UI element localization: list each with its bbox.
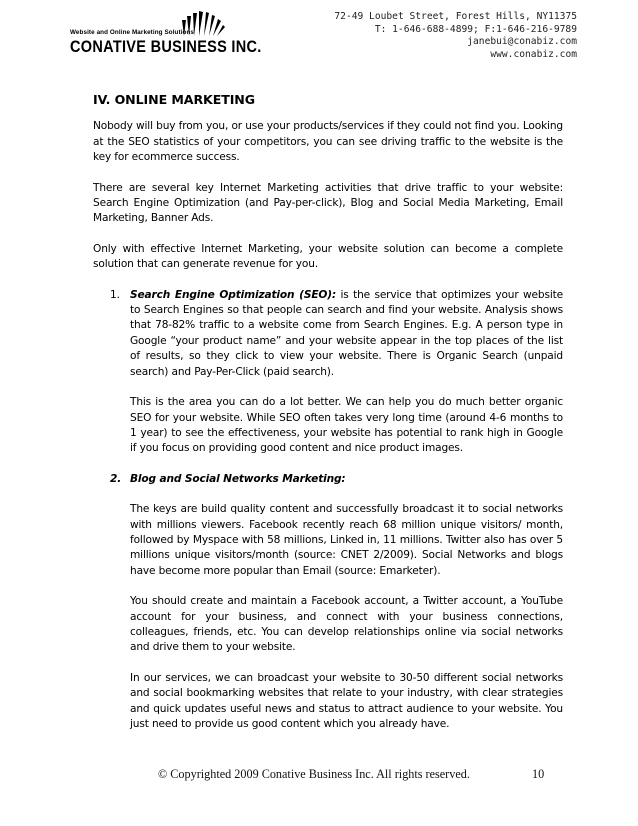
copyright-notice: © Copyrighted 2009 Conative Business Inc. All rights reserved. — [158, 767, 470, 781]
list-item-paragraph: You should create and maintain a Facebook account, a Twitter account, a YouTube account for your business, and connect with your business connections, colleagues, friends, etc. You can develop relationships online via social networks and drive them to your website. — [130, 595, 563, 654]
list-item-social — [93, 472, 563, 733]
website-link[interactable]: www.conabiz.com — [490, 48, 577, 60]
contact-info — [334, 11, 577, 61]
list-item-heading-paragraph — [130, 472, 563, 487]
page-number: 10 — [532, 767, 545, 781]
list-item-seo — [93, 288, 563, 457]
list-item-paragraph — [130, 288, 563, 380]
intro-paragraph: There are several key Internet Marketing activities that drive traffic to your website: Search Engine Optimization (and Pay-per-click), Blog and Social Media Marketing, Email Marketing, Banner Ads. — [93, 181, 563, 225]
phone-fax: T: 1-646-688-4899; F:1-646-216-9789 — [374, 23, 577, 35]
company-logo — [70, 12, 262, 62]
list-item-text: is the service that optimizes your website to Search Engines so that people can search and find your website. Analysis shows that 78-82% traffic to a website come from Search Engines. E.g. A person type in Google “your product name” and your website appear in the top places of the list of results, so they click to view your website. There is Organic Search (unpaid search) and Pay-Per-Click (paid search). — [130, 288, 563, 378]
section-title: IV. ONLINE MARKETING — [93, 92, 255, 107]
logo-tagline: Website and Online Marketing Solutions — [70, 29, 195, 36]
address: 72-49 Loubet Street, Forest Hills, NY11375 — [334, 11, 577, 22]
intro-paragraph: Nobody will buy from you, or use your products/services if they could not find you. Looking at the SEO statistics of your competitors, you can see driving traffic to the website is the key for ecommerce success. — [93, 120, 563, 164]
logo-company-name: CONATIVE BUSINESS INC. — [70, 38, 262, 57]
list-item-paragraph: In our services, we can broadcast your website to 30-50 different social networks and social bookmarking websites that relate to your industry, with clear strategies and quick updates useful news and status to attract audience to your website. You just need to provide us good content which you already have. — [130, 671, 563, 730]
main-content — [93, 92, 563, 747]
list-item-paragraph: The keys are build quality content and successfully broadcast it to social networks with millions viewers. Facebook recently reach 68 million unique visitors/ month, followed by Myspace with 58 millions, Linked in, 11 millions. Twitter also has over 5 millions unique visitors/month (source: CNET 2/2009). Social Networks and blogs have become more popular than Email (source: Emarketer). — [130, 503, 563, 577]
email-link[interactable]: janebui@conabiz.com — [467, 36, 577, 48]
intro-paragraph: Only with effective Internet Marketing, your website solution can become a complete solution that can generate revenue for you. — [93, 242, 563, 271]
list-number: 2. — [110, 472, 122, 485]
list-item-heading: Search Engine Optimization (SEO): — [130, 288, 337, 301]
list-item-paragraph: This is the area you can do a lot better. We can help you do much better organic SEO for your website. While SEO often takes very long time (around 4-6 months to 1 year) to see the effectiveness, your website has potential to rank high in Google if you focus on providing good content and nice product images. — [130, 396, 563, 455]
list-item-heading: Blog and Social Networks Marketing: — [130, 472, 346, 485]
list-number: 1. — [110, 288, 120, 301]
